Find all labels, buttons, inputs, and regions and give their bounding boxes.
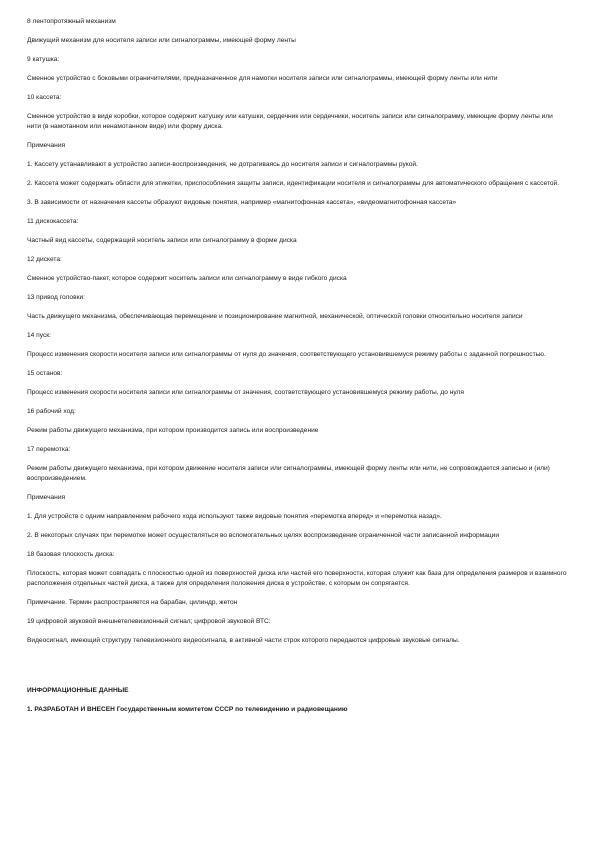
paragraph: Сменное устройство-пакет, которое содержит носитель записи или сигналограмму в виде гибкого диска (27, 275, 347, 282)
document-body (27, 17, 568, 724)
paragraph: Сменное устройство с боковыми ограничителями, предназначенное для намотки носителя записи или сигналограммы, имеющей форму ленты или нити (27, 75, 498, 82)
term-heading: 14 пуск: (27, 332, 51, 339)
paragraph: Процесс изменения скорости носителя записи или сигналограммы от нуля до значения, соответствующего установившемуся режиму работы с заданной погрешностью. (27, 351, 546, 358)
term-heading: Примечания (27, 494, 66, 501)
paragraph: 1. Кассету устанавливают в устройство записи-воспроизведения, не дотрагиваясь до носителя записи и сигналограммы рукой. (27, 161, 418, 168)
term-heading: 8 лентопротяжный механизм (27, 18, 116, 25)
paragraph: 2. Кассета может содержать области для этикетки, приспособления защиты записи, идентификации носителя и сигналограммы для автоматического обращения с кассетой. (27, 180, 560, 187)
paragraph: Примечание. Термин распространяется на барабан, цилиндр, жетон (27, 599, 238, 606)
paragraph: 2. В некоторых случаях при перемотке может осуществляться во вспомогательных целях воспроизведение ограниченной части записанной информации (27, 532, 500, 539)
paragraph: Процесс изменения скорости носителя записи или сигналограммы от значения, соответствующего установившемуся режиму работы, до нуля (27, 389, 464, 396)
term-heading: Примечания (27, 142, 66, 149)
term-heading: 15 останов: (27, 370, 63, 377)
term-heading: 9 катушка: (27, 56, 60, 63)
paragraph: Режим работы движущего механизма, при котором движение носителя записи или сигналограммы, имеющей форму ленты или нити, не сопровождается записью и (или) воспроизведением. (27, 465, 550, 482)
paragraph: 1. Для устройств с одним направлением рабочего хода используют также видовые понятия «перемотка вперед» и «перемотка назад». (27, 513, 442, 520)
paragraph: Сменное устройство в виде коробки, которое содержит катушку или катушки, сердечник или сердечники, носитель записи или сигналограмму, имеющие форму ленты или нити (в намотанном или ненамотанном виде) или форму диска. (27, 113, 553, 130)
paragraph: Часть движущего механизма, обеспечивающая перемещение и позиционирование магнитной, механической, оптической головки относительно носителя записи (27, 313, 523, 320)
term-heading: 10 кассета: (27, 94, 62, 101)
term-heading: 17 перемотка: (27, 446, 71, 453)
paragraph: Видеосигнал, имеющий структуру телевизионного видеосигнала, в активной части строк которого передаются цифровые звуковые сигналы. (27, 637, 460, 644)
paragraph: Движущий механизм для носителя записи или сигналограммы, имеющей форму ленты (27, 37, 296, 44)
paragraph: 3. В зависимости от назначения кассеты образуют видовые понятия, например «магнитофонная кассета», «видеомагнитофонная кассета» (27, 199, 457, 206)
term-heading: 12 дискета: (27, 256, 62, 263)
paragraph: Плоскость, которая может совпадать с плоскостью одной из поверхностей диска или частей его поверхности, которая служит как база для определения размеров и взаимного расположения отдельных частей диска, а также для определения положения диска в устройстве, с которым он сопрягается. (27, 570, 567, 587)
term-heading: 18 базовая плоскость диска: (27, 551, 115, 558)
paragraph: Частный вид кассеты, содержащий носитель записи или сигналограмму в форме диска (27, 237, 297, 244)
term-heading: 16 рабочий ход: (27, 408, 76, 415)
section-heading: ИНФОРМАЦИОННЫЕ ДАННЫЕ (27, 687, 129, 694)
paragraph: Режим работы движущего механизма, при котором производится запись или воспроизведение (27, 427, 319, 434)
term-heading: 11 дискокассета: (27, 218, 79, 225)
section-heading: 1. РАЗРАБОТАН И ВНЕСЕН Государственным комитетом СССР по телевидению и радиовещанию (27, 706, 348, 713)
section-spacer (27, 655, 568, 686)
term-heading: 13 привод головки: (27, 294, 85, 301)
term-heading: 19 цифровой звуковой внешнетелевизионный сигнал; цифровой звуковой ВТС: (27, 618, 271, 625)
